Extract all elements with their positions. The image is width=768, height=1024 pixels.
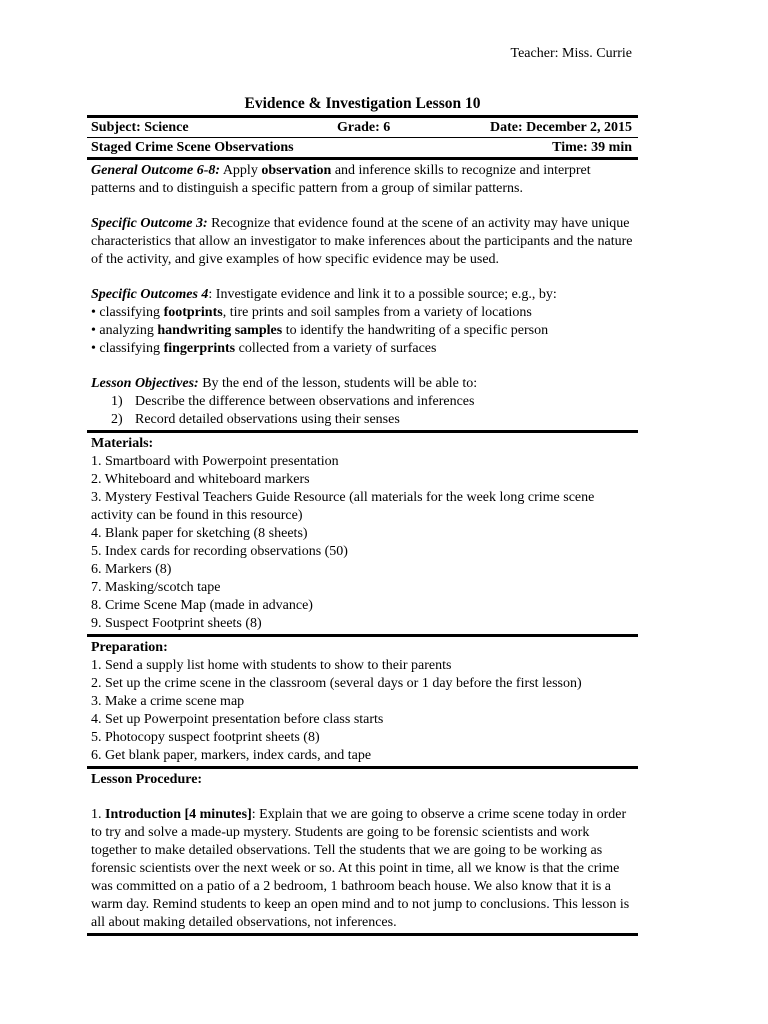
materials-section: [87, 433, 638, 634]
list-item: 3. Mystery Festival Teachers Guide Resource (all materials for the week long crime scene activity can be found in this resource): [91, 490, 595, 523]
introduction-step: 1. Introduction [4 minutes]: Explain that we are going to observe a crime scene today in order to try and solve a made-up mystery. Students are going to be forensic scientists and work together to make detailed observations. Tell the students that we are going to be working as forensic scientists over the next week or so. At this point in time, all we know is that the crime was committed on a patio of a 2 bedroom, 1 bathroom beach house. We also know that it is a warm day. Remind students to keep an open mind and to not jump to conclusions. This lesson is all about making detailed observations, not inferences.: [91, 807, 630, 930]
list-item: 7. Masking/scotch tape: [91, 580, 221, 595]
list-item: 4. Set up Powerpoint presentation before class starts: [91, 712, 384, 727]
header-row: [87, 118, 638, 137]
lesson-objectives: Lesson Objectives: By the end of the lesson, students will be able to:: [91, 376, 478, 391]
outcomes-section: [87, 160, 638, 430]
list-item: 8. Crime Scene Map (made in advance): [91, 598, 313, 613]
list-item: 1. Smartboard with Powerpoint presentation: [91, 454, 339, 469]
topic-label: Staged Crime Scene Observations: [91, 140, 294, 155]
list-item: 2. Whiteboard and whiteboard markers: [91, 472, 310, 487]
list-item: 6. Get blank paper, markers, index cards, and tape: [91, 748, 372, 763]
teacher-name: Teacher: Miss. Currie: [510, 46, 632, 61]
topic-row: [87, 138, 638, 157]
list-item: 1. Send a supply list home with students to show to their parents: [91, 658, 452, 673]
procedure-section: [87, 769, 638, 933]
grade-label: Grade: 6: [337, 120, 391, 135]
list-item: 2. Set up the crime scene in the classroom (several days or 1 day before the first lesson): [91, 676, 582, 691]
divider: [87, 933, 638, 936]
general-outcome: General Outcome 6-8: Apply observation and inference skills to recognize and interpret patterns and to distinguish a specific pattern from a group of similar patterns.: [91, 163, 591, 196]
subject-label: Subject: Science: [91, 120, 189, 135]
preparation-heading: Preparation:: [91, 640, 168, 655]
list-item: 5. Photocopy suspect footprint sheets (8): [91, 730, 320, 745]
list-item: 9. Suspect Footprint sheets (8): [91, 616, 262, 631]
materials-heading: Materials:: [91, 436, 154, 451]
specific-outcomes-4: Specific Outcomes 4: Investigate evidence and link it to a possible source; e.g., by:: [91, 287, 557, 302]
time-label: Time: 39 min: [552, 140, 632, 155]
list-item: • analyzing handwriting samples to identify the handwriting of a specific person: [91, 323, 549, 338]
list-item: 5. Index cards for recording observations (50): [91, 544, 348, 559]
list-item: 6. Markers (8): [91, 562, 172, 577]
list-item: 4. Blank paper for sketching (8 sheets): [91, 526, 308, 541]
list-item: • classifying fingerprints collected from a variety of surfaces: [91, 341, 437, 356]
list-item: • classifying footprints, tire prints and soil samples from a variety of locations: [91, 305, 532, 320]
date-label: Date: December 2, 2015: [489, 120, 632, 135]
lesson-title: Evidence & Investigation Lesson 10: [244, 95, 481, 112]
list-item: 3. Make a crime scene map: [91, 694, 245, 709]
preparation-section: [87, 637, 638, 766]
list-item: 1) Describe the difference between observations and inferences: [111, 394, 475, 409]
lesson-plan: [87, 94, 638, 936]
list-item: 2) Record detailed observations using their senses: [111, 412, 400, 427]
procedure-heading: Lesson Procedure:: [91, 772, 203, 787]
specific-outcome-3: Specific Outcome 3: Recognize that evidence found at the scene of an activity may have unique characteristics that allow an investigator to make inferences about the participants and the nature of the activity, and give examples of how specific evidence may be used.: [91, 216, 633, 267]
